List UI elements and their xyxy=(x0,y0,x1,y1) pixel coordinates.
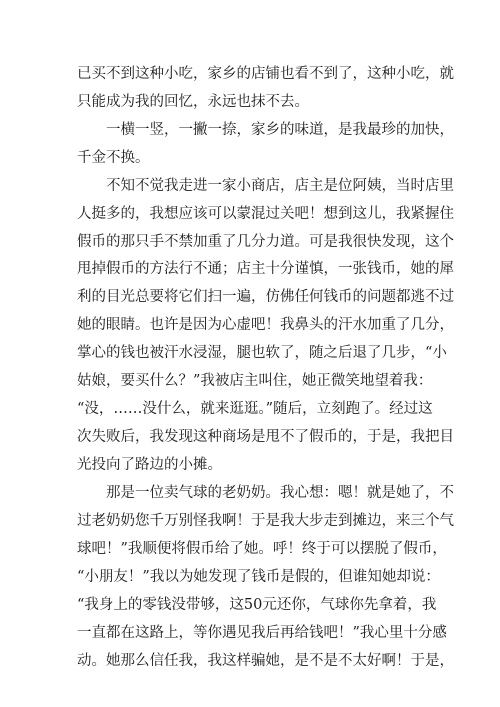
text-line: 甩掉假币的方法行不通；店主十分谨慎，一张钱币，她的犀 xyxy=(77,261,454,277)
text-line: “小朋友！”我以为她发现了钱币是假的，但谁知她却说： xyxy=(77,569,440,585)
text-line: 一直都在这路上，等你遇见我后再给钱吧！”我心里十分感 xyxy=(77,625,447,641)
text-line: 人挺多的，我想应该可以蒙混过关吧！想到这儿，我紧握住 xyxy=(77,206,454,222)
text-line: 过老奶奶您千万别怪我啊！于是我大步走到摊边，来三个气 xyxy=(77,513,454,529)
text-line: 光投向了路边的小摊。 xyxy=(77,457,222,473)
text-line: 一横一竖，一撇一捺，家乡的味道，是我最珍的加快， xyxy=(77,122,454,138)
text-line: 姑娘，要买什么？”我被店主叫住，她正微笑地望着我： xyxy=(77,373,433,389)
text-line: 只能成为我的回忆，永远也抹不去。 xyxy=(77,94,309,110)
text-line: 利的目光总要将它们扫一遍，仿佛任何钱币的问题都逃不过 xyxy=(77,289,454,305)
text-line: 假币的那只手不禁加重了几分力道。可是我很快发现，这个 xyxy=(77,234,454,250)
text-line: 不知不觉我走进一家小商店，店主是位阿姨，当时店里 xyxy=(77,178,454,194)
text-line: 动。她那么信任我，我这样骗她，是不是不太好啊！于是， xyxy=(77,653,454,669)
text-line: 那是一位卖气球的老奶奶。我心想：嗯！就是她了，不 xyxy=(77,485,454,501)
text-line: 千金不换。 xyxy=(77,150,150,166)
text-line: 她的眼睛。也许是因为心虚吧！我鼻头的汗水加重了几分， xyxy=(77,317,454,333)
text-line: 球吧！”我顺便将假币给了她。呼！终于可以摆脱了假币， xyxy=(77,541,447,557)
text-line: 次失败后，我发现这种商场是甩不了假币的，于是，我把目 xyxy=(77,429,454,445)
text-line: 掌心的钱也被汗水浸湿，腿也软了，随之后退了几步，“小 xyxy=(77,345,447,361)
text-line: 已买不到这种小吃，家乡的店铺也看不到了，这种小吃，就 xyxy=(77,66,454,82)
text-line: “没，……没什么，就来逛逛。”随后，立刻跑了。经过这 xyxy=(77,401,433,417)
text-line: “我身上的零钱没带够，这50元还你，气球你先拿着，我 xyxy=(77,597,437,613)
